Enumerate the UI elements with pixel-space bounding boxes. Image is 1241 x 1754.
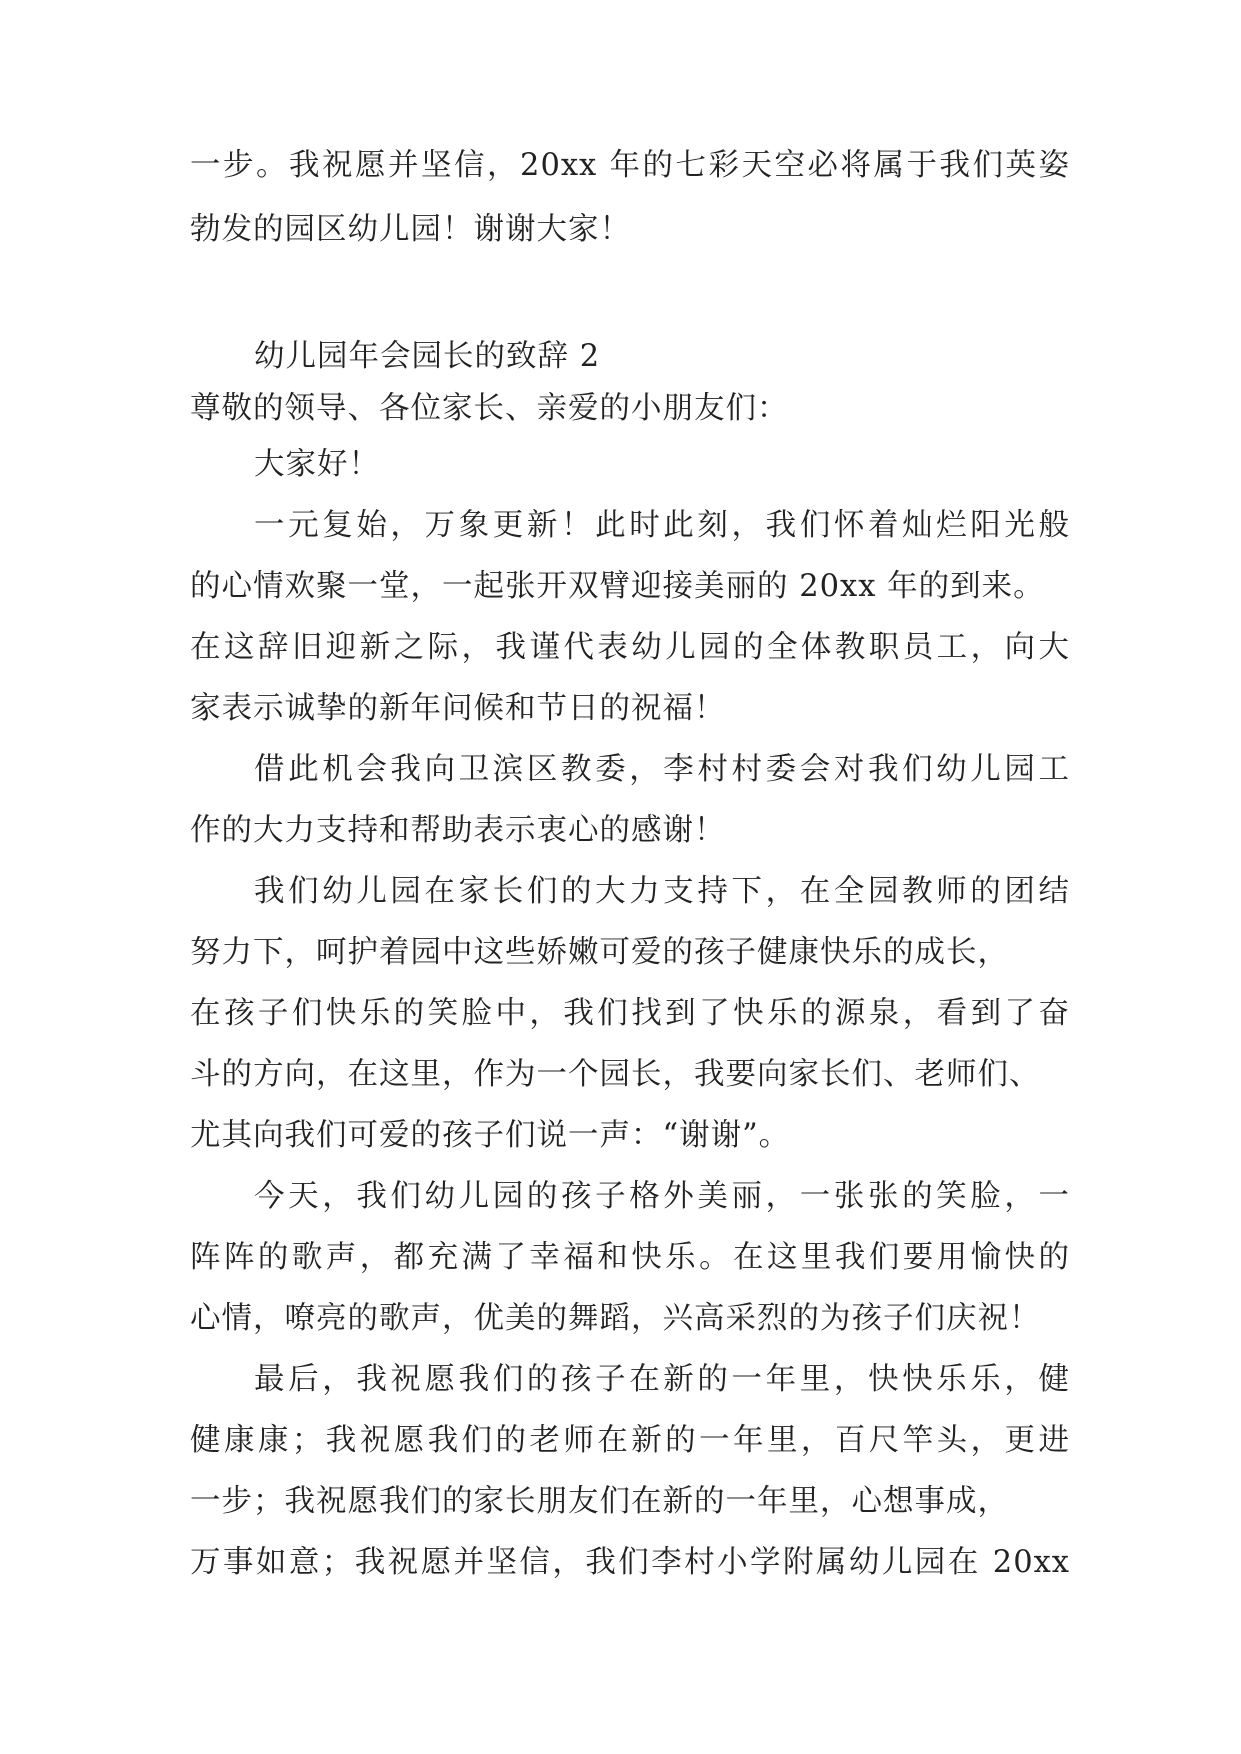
paragraph-line: 一元复始，万象更新！此时此刻，我们怀着灿烂阳光般 xyxy=(254,508,1070,543)
section-heading: 幼儿园年会园长的致辞 2 xyxy=(254,339,601,374)
paragraph-line: 最后，我祝愿我们的孩子在新的一年里，快快乐乐，健 xyxy=(254,1362,1070,1397)
paragraph-line: 在孩子们快乐的笑脸中，我们找到了快乐的源泉，看到了奋 xyxy=(190,996,1070,1031)
paragraph-line: 借此机会我向卫滨区教委，李村村委会对我们幼儿园工 xyxy=(254,752,1070,787)
paragraph-line: 今天，我们幼儿园的孩子格外美丽，一张张的笑脸，一 xyxy=(254,1179,1070,1214)
greeting: 大家好！ xyxy=(254,447,380,482)
paragraph-line: 一步；我祝愿我们的家长朋友们在新的一年里，心想事成， xyxy=(190,1484,1009,1519)
text-line: 勃发的园区幼儿园！谢谢大家！ xyxy=(190,212,631,247)
paragraph-line: 的心情欢聚一堂，一起张开双臂迎接美丽的 20xx 年的到来。 xyxy=(190,569,1045,604)
paragraph-line: 心情，嘹亮的歌声，优美的舞蹈，兴高采烈的为孩子们庆祝！ xyxy=(190,1301,1041,1336)
text-line: 一步。我祝愿并坚信，20xx 年的七彩天空必将属于我们英姿 xyxy=(190,148,1070,183)
salutation: 尊敬的领导、各位家长、亲爱的小朋友们： xyxy=(190,391,789,426)
paragraph-line: 阵阵的歌声，都充满了幸福和快乐。在这里我们要用愉快的 xyxy=(190,1240,1070,1275)
paragraph-line: 尤其向我们可爱的孩子们说一声：“谢谢”。 xyxy=(190,1118,791,1153)
paragraph-line: 我们幼儿园在家长们的大力支持下，在全园教师的团结 xyxy=(254,874,1070,909)
paragraph-line: 家表示诚挚的新年问候和节日的祝福！ xyxy=(190,691,726,726)
paragraph-line: 在这辞旧迎新之际，我谨代表幼儿园的全体教职员工，向大 xyxy=(190,630,1070,665)
paragraph-line: 作的大力支持和帮助表示衷心的感谢！ xyxy=(190,813,726,848)
paragraph-line: 努力下，呵护着园中这些娇嫩可爱的孩子健康快乐的成长， xyxy=(190,935,1009,970)
paragraph-line: 万事如意；我祝愿并坚信，我们李村小学附属幼儿园在 20xx xyxy=(190,1545,1070,1580)
paragraph-line: 斗的方向，在这里，作为一个园长，我要向家长们、老师们、 xyxy=(190,1057,1041,1092)
paragraph-line: 健康康；我祝愿我们的老师在新的一年里，百尺竿头，更进 xyxy=(190,1423,1070,1458)
